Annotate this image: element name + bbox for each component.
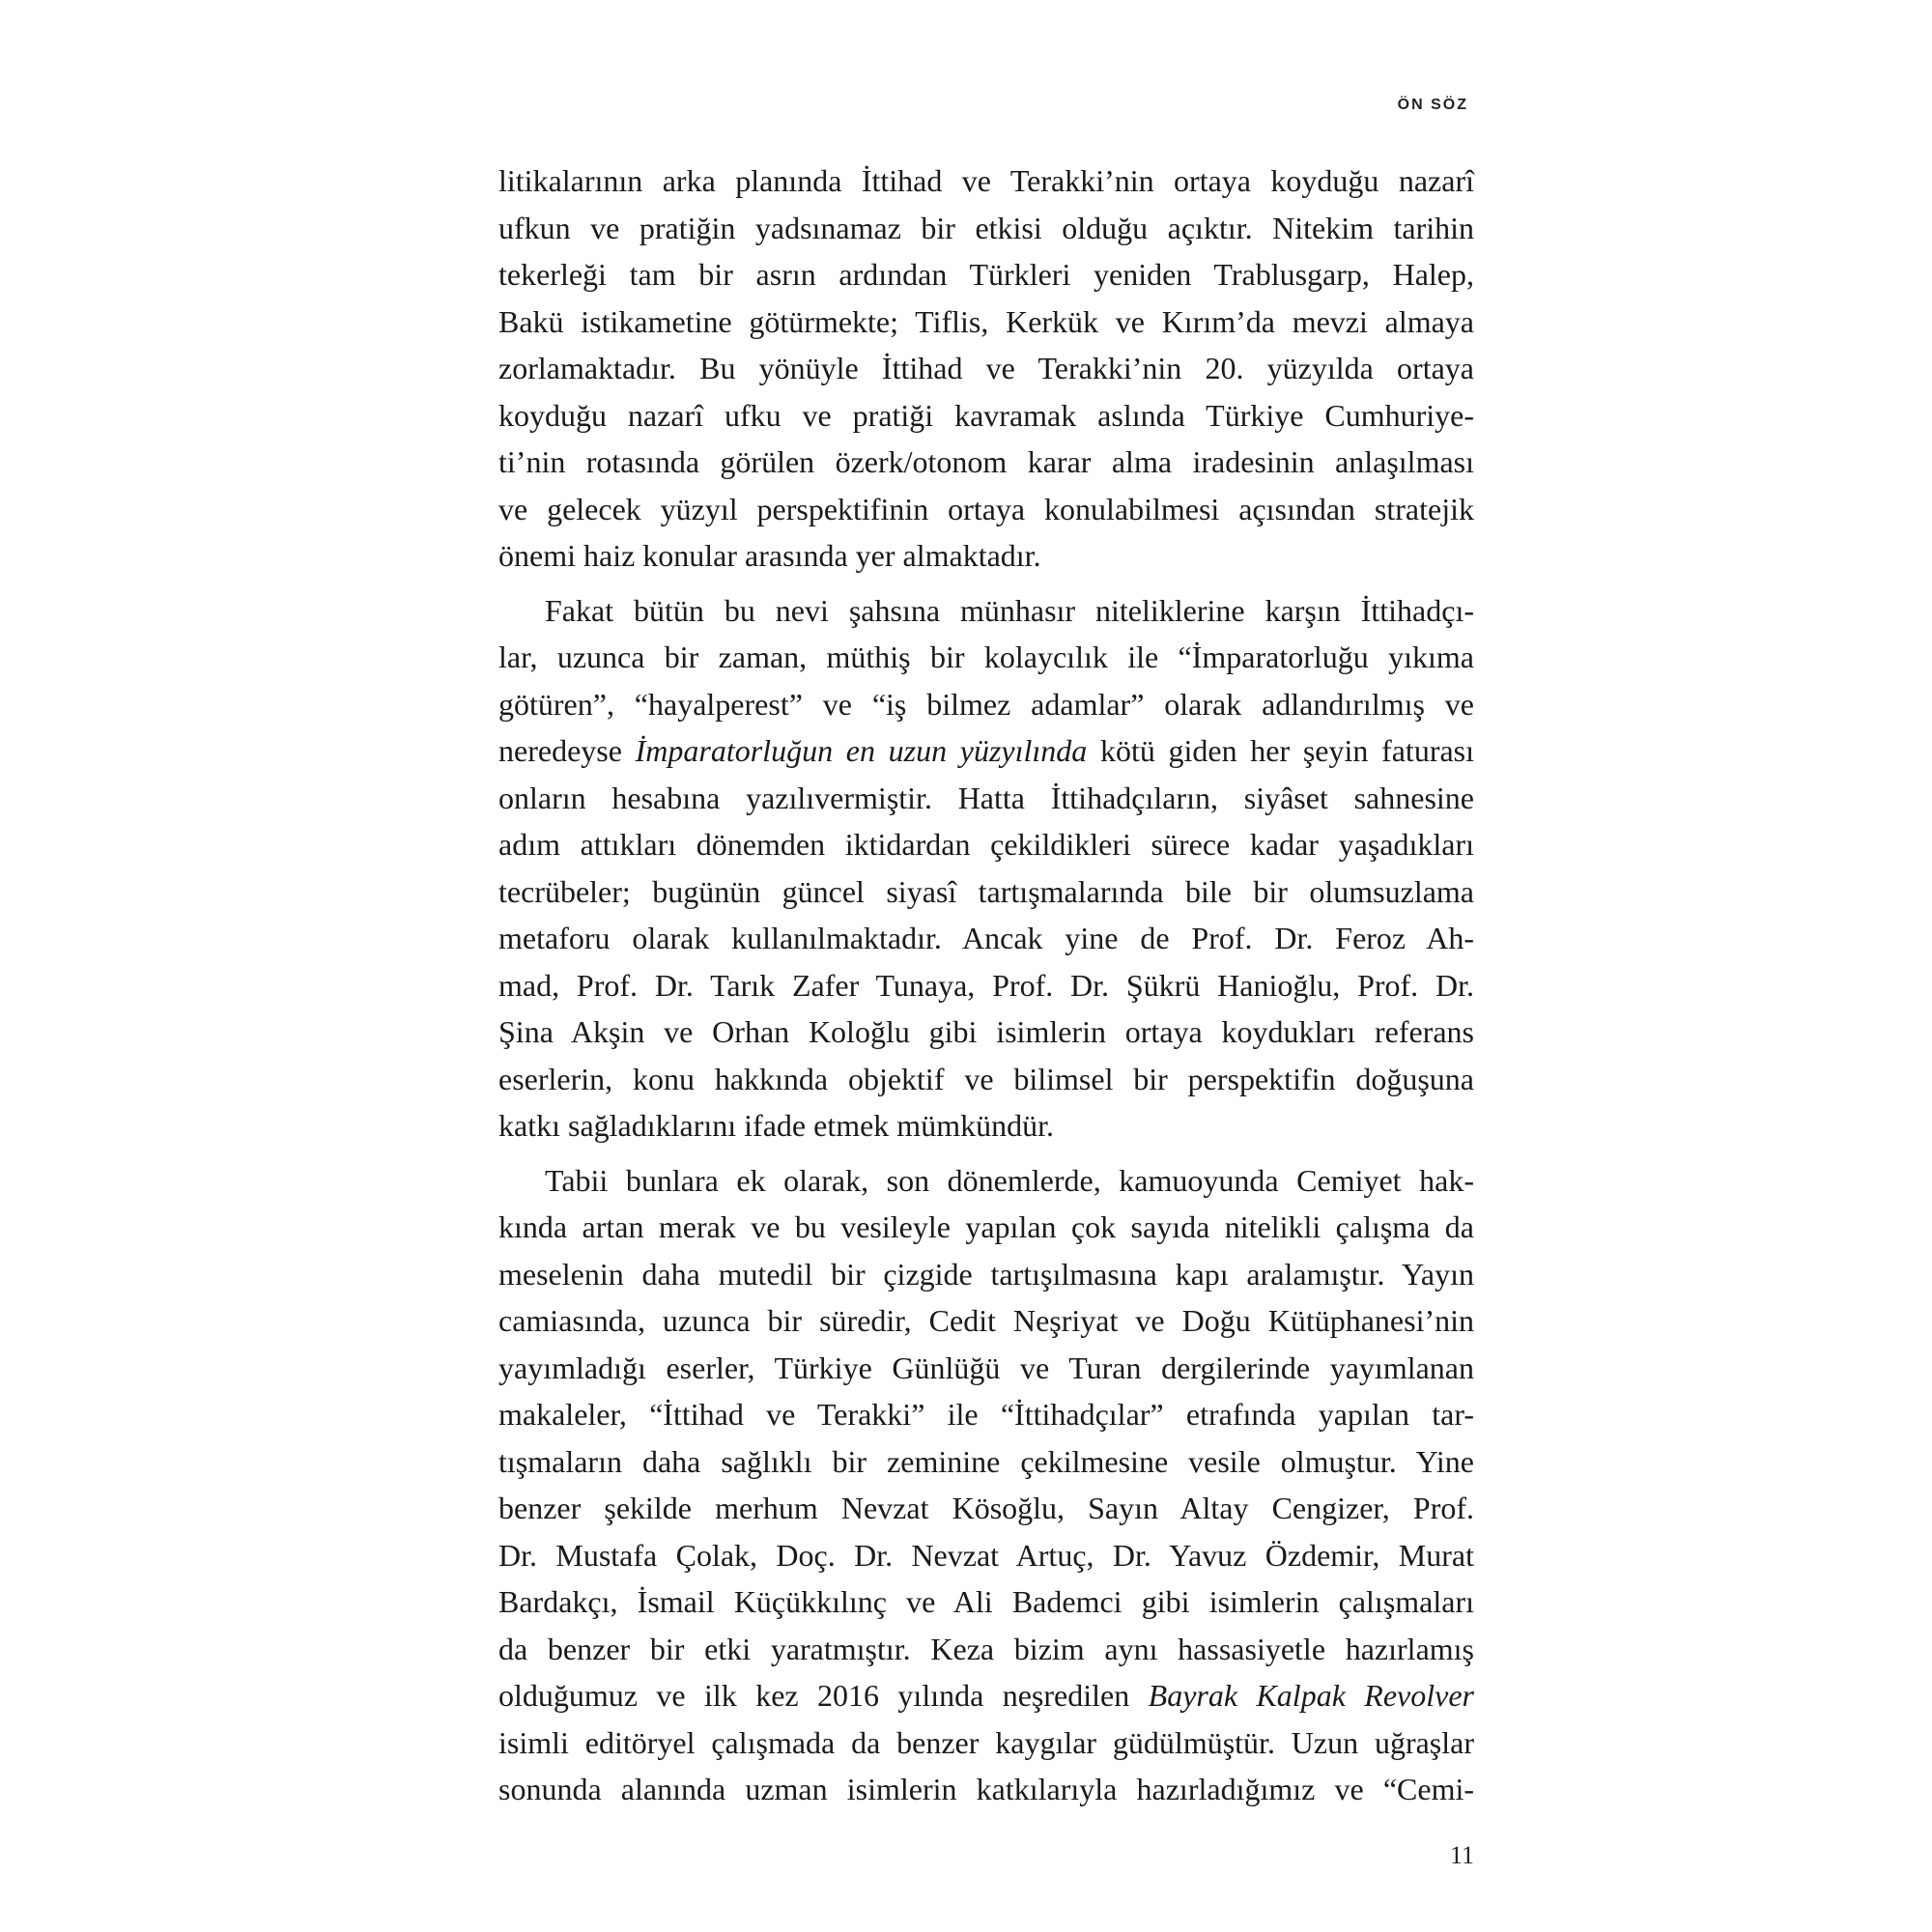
text-line: lar, uzunca bir zaman, müthiş bir kolaycılık ile “İmparatorluğu yıkıma [498,639,1474,674]
italic-title: Bayrak Kalpak Revolver [1148,1678,1475,1713]
text-line: tecrübeler; bugünün güncel siyasî tartışmalarında bile bir olumsuzlama [498,873,1474,909]
text-line: Fakat bütün bu nevi şahsına münhasır niteliklerine karşın İttihadçı- [545,592,1474,628]
text-line: Şina Akşin ve Orhan Koloğlu gibi isimlerin ortaya koydukları referans [498,1014,1474,1049]
text-line: onların hesabına yazılıvermiştir. Hatta İttihadçıların, siyâset sahnesine [498,780,1474,815]
text-line: Dr. Mustafa Çolak, Doç. Dr. Nevzat Artuç, Dr. Yavuz Özdemir, Murat [498,1537,1474,1573]
text-fragment: neredeyse [498,733,622,768]
text-line: katkı sağladıklarını ifade etmek mümkündür. [498,1108,1054,1143]
text-line: sonunda alanında uzman isimlerin katkılarıyla hazırladığımız ve “Cemi- [498,1772,1474,1806]
text-line: ve gelecek yüzyıl perspektifinin ortaya konulabilmesi açısından stratejik [498,491,1474,526]
text-line: yayımladığı eserler, Türkiye Günlüğü ve Turan dergilerinde yayımlanan [498,1350,1474,1385]
text-line: önemi haiz konular arasında yer almaktadır. [498,538,1041,573]
text-line: Bakü istikametine götürmekte; Tiflis, Kerkük ve Kırım’da mevzi almaya [498,303,1474,339]
text-fragment: kötü giden her şeyin faturası [1099,733,1475,768]
text-line: tekerleği tam bir asrın ardından Türkleri yeniden Trablusgarp, Halep, [498,257,1474,292]
text-line: zorlamaktadır. Bu yönüyle İttihad ve Terakki’nin 20. yüzyılda ortaya [498,351,1474,385]
text-line: Bardakçı, İsmail Küçükkılınç ve Ali Bademci gibi isimlerin çalışmaları [498,1584,1474,1619]
text-line: eserlerin, konu hakkında objektif ve bilimsel bir perspektifin doğuşuna [498,1061,1474,1096]
text-line: meselenin daha mutedil bir çizgide tartışılmasına kapı aralamıştır. Yayın [498,1256,1474,1292]
text-line: camiasında, uzunca bir süredir, Cedit Neşriyat ve Doğu Kütüphanesi’nin [498,1303,1474,1338]
text-line: da benzer bir etki yaratmıştır. Keza bizim aynı hassasiyetle hazırlamış [498,1631,1474,1666]
body-text [498,157,1474,1813]
italic-title: İmparatorluğun en uzun yüzyılında [635,733,1088,768]
text-line: tışmaların daha sağlıklı bir zeminine çekilmesine vesile olmuştur. Yine [498,1443,1474,1479]
text-fragment: olduğumuz ve ilk kez 2016 yılında neşredilen [498,1678,1130,1713]
text-line: metaforu olarak kullanılmaktadır. Ancak yine de Prof. Dr. Feroz Ah- [498,921,1474,955]
text-line: mad, Prof. Dr. Tarık Zafer Tunaya, Prof. Dr. Şükrü Hanioğlu, Prof. Dr. [498,967,1474,1003]
text-line: koyduğu nazarî ufku ve pratiği kavramak aslında Türkiye Cumhuriye- [498,397,1474,433]
text-line: litikalarının arka planında İttihad ve Terakki’nin ortaya koyduğu nazarî [498,163,1474,198]
text-line: adım attıkları dönemden iktidardan çekildikleri sürece kadar yaşadıkları [498,827,1474,862]
text-line [498,1672,1474,1719]
text-line [498,727,1474,775]
text-line: isimli editöryel çalışmada da benzer kaygılar güdülmüştür. Uzun uğraşlar [498,1724,1474,1760]
text-line: ti’nin rotasında görülen özerk/otonom karar alma iradesinin anlaşılması [498,444,1474,479]
text-line: makaleler, “İttihad ve Terakki” ile “İttihadçılar” etrafında yapılan tar- [498,1397,1474,1432]
text-line: ufkun ve pratiğin yadsınamaz bir etkisi olduğu açıktır. Nitekim tarihin [498,210,1474,245]
page-number: 11 [1449,1841,1474,1869]
text-line: kında artan merak ve bu vesileyle yapılan çok sayıda nitelikli çalışma da [498,1209,1474,1244]
running-head: ÖN SÖZ [1397,97,1468,113]
text-line: Tabii bunlara ek olarak, son dönemlerde, kamuoyunda Cemiyet hak- [545,1162,1474,1198]
text-line: benzer şekilde merhum Nevzat Kösoğlu, Sayın Altay Cengizer, Prof. [498,1491,1474,1525]
text-line: götüren”, “hayalperest” ve “iş bilmez adamlar” olarak adlandırılmış ve [498,686,1474,722]
